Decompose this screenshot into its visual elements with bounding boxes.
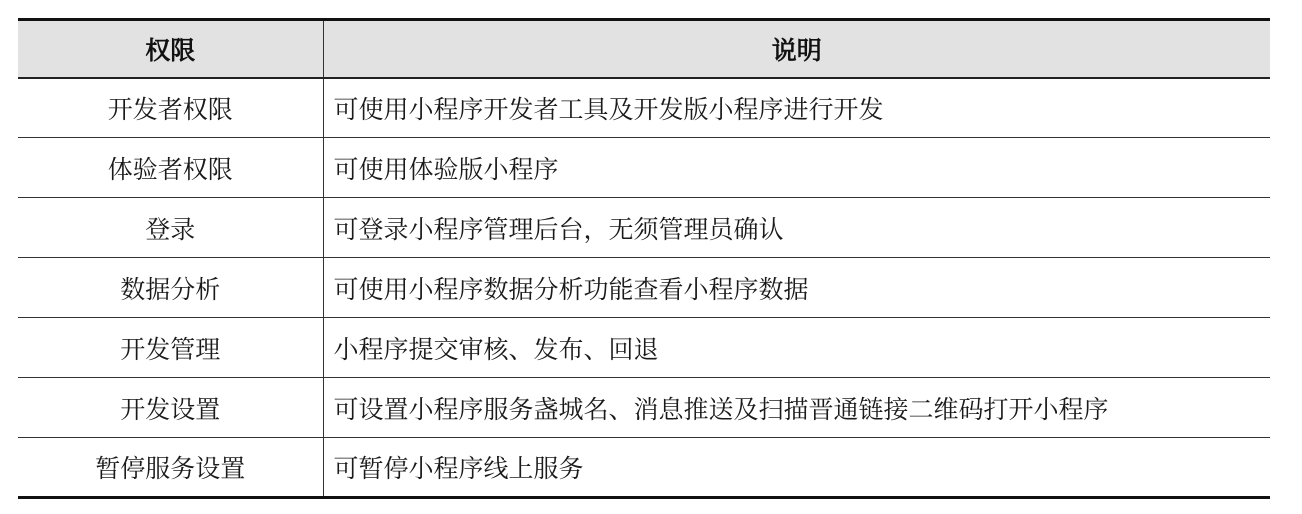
description-cell: 可使用小程序开发者工具及开发版小程序进行开发: [323, 78, 1270, 138]
table-row: [18, 198, 1270, 258]
permissions-table: [18, 18, 1270, 499]
description-cell: 可暂停小程序线上服务: [323, 438, 1270, 498]
permission-cell: 开发设置: [18, 378, 323, 438]
table-row: [18, 318, 1270, 378]
description-cell: 小程序提交审核、发布、回退: [323, 318, 1270, 378]
description-cell: 可使用体验版小程序: [323, 138, 1270, 198]
description-cell: 可设置小程序服务盏城名、消息推送及扫描晋通链接二维码打开小程序: [323, 378, 1270, 438]
permission-cell: 开发管理: [18, 318, 323, 378]
table-body: [18, 78, 1270, 498]
table-header: [18, 20, 1270, 78]
permission-cell: 登录: [18, 198, 323, 258]
permission-cell: 暂停服务设置: [18, 438, 323, 498]
table-row: [18, 378, 1270, 438]
header-permission: 权限: [18, 20, 323, 78]
permission-cell: 数据分析: [18, 258, 323, 318]
table-row: [18, 258, 1270, 318]
description-cell: 可使用小程序数据分析功能查看小程序数据: [323, 258, 1270, 318]
table-row: [18, 138, 1270, 198]
permission-cell: 体验者权限: [18, 138, 323, 198]
permissions-table-container: [18, 18, 1270, 499]
table-row: [18, 438, 1270, 498]
description-cell: 可登录小程序管理后台，无须管理员确认: [323, 198, 1270, 258]
table-row: [18, 78, 1270, 138]
header-description: 说明: [323, 20, 1270, 78]
permission-cell: 开发者权限: [18, 78, 323, 138]
header-row: [18, 20, 1270, 78]
